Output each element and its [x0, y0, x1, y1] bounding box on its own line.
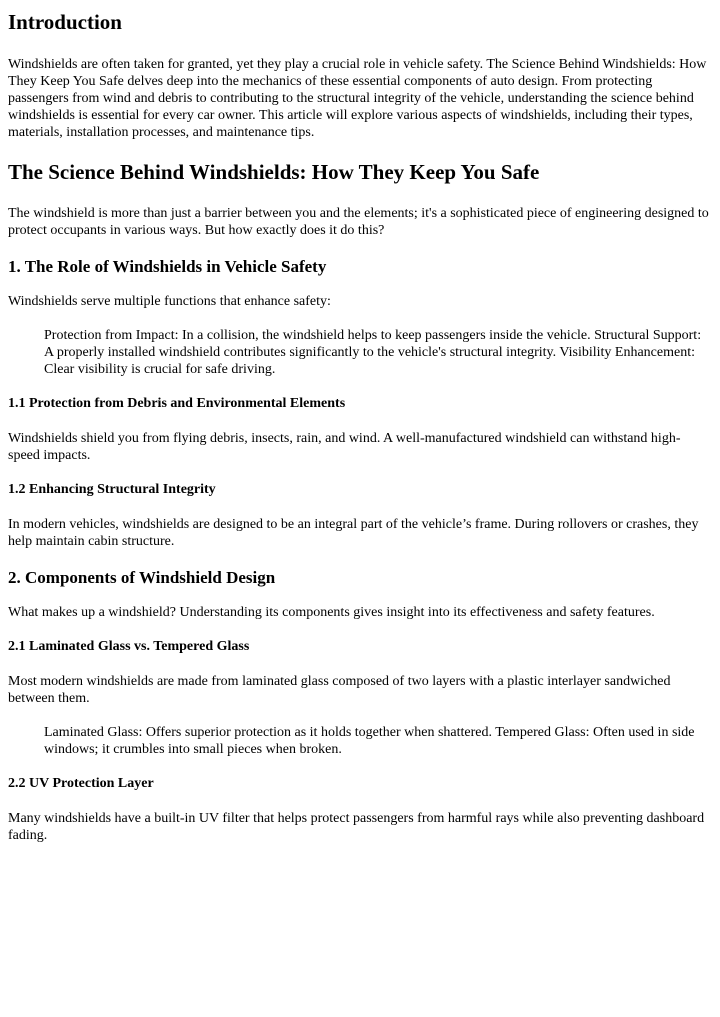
section-1-1-paragraph: Windshields shield you from flying debris, insects, rain, and wind. A well-manufactured windshield can withstand high-speed impacts.: [8, 431, 681, 463]
section-1-1-heading: 1.1 Protection from Debris and Environmental Elements: [8, 396, 346, 411]
section-2-1-paragraph: Most modern windshields are made from laminated glass composed of two layers with a plastic interlayer sandwiched between them.: [8, 674, 671, 706]
section-1-2-heading: 1.2 Enhancing Structural Integrity: [8, 482, 216, 497]
science-heading: The Science Behind Windshields: How They Keep You Safe: [8, 160, 540, 184]
introduction-heading: Introduction: [8, 10, 122, 34]
section-1-heading: 1. The Role of Windshields in Vehicle Safety: [8, 257, 327, 276]
section-1-paragraph: Windshields serve multiple functions that enhance safety:: [8, 294, 331, 309]
section-2-heading: 2. Components of Windshield Design: [8, 568, 276, 587]
introduction-paragraph: Windshields are often taken for granted, yet they play a crucial role in vehicle safety. The Science Behind Windshields: How They Keep You Safe delves deep into the mechanics of these essential components of auto design. From protecting passengers from wind and debris to contributing to the structural integrity of the vehicle, understanding the science behind windshields is essential for every car owner. This article will explore various aspects of windshields, including their types, materials, installation processes, and maintenance tips.: [8, 57, 707, 140]
science-paragraph: The windshield is more than just a barrier between you and the elements; it's a sophisticated piece of engineering designed to protect occupants in various ways. But how exactly does it do this?: [8, 206, 709, 238]
section-2-1-heading: 2.1 Laminated Glass vs. Tempered Glass: [8, 639, 250, 654]
section-2-paragraph: What makes up a windshield? Understanding its components gives insight into its effectiveness and safety features.: [8, 605, 655, 620]
section-2-2-paragraph: Many windshields have a built-in UV filter that helps protect passengers from harmful rays while also preventing dashboard fading.: [8, 811, 705, 843]
section-1-list: Protection from Impact: In a collision, the windshield helps to keep passengers inside the vehicle. Structural Support: A properly installed windshield contributes significantly to the vehicle's structural integrity. Visibility Enhancement: Clear visibility is crucial for safe driving.: [44, 328, 702, 377]
section-2-2-heading: 2.2 UV Protection Layer: [8, 776, 154, 791]
section-1-2-paragraph: In modern vehicles, windshields are designed to be an integral part of the vehicle’s frame. During rollovers or crashes, they help maintain cabin structure.: [8, 517, 699, 549]
section-2-1-list: Laminated Glass: Offers superior protection as it holds together when shattered. Tempered Glass: Often used in side windows; it crumbles into small pieces when broken.: [44, 725, 695, 757]
